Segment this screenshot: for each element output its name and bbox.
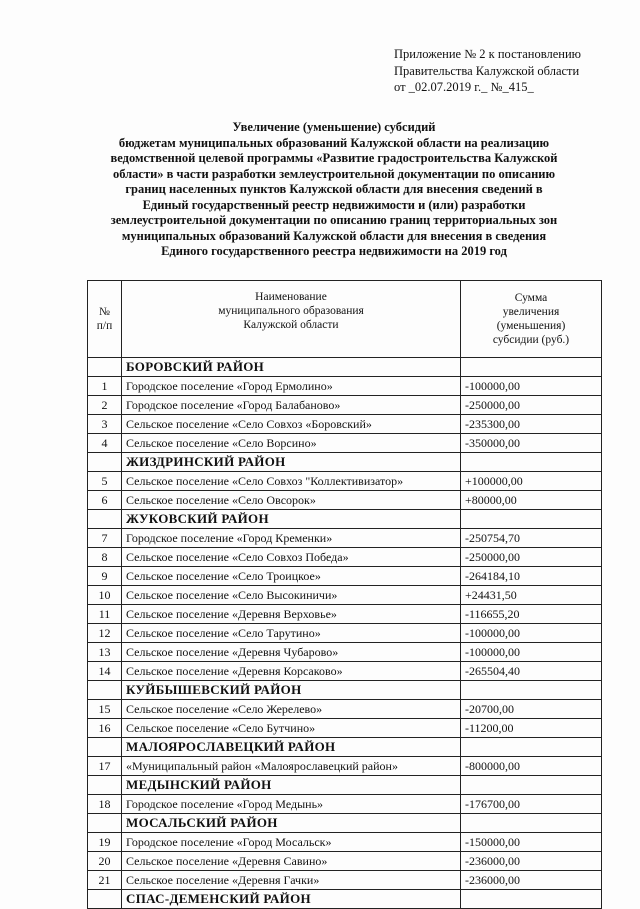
subsidy-amount: +80000,00	[461, 491, 602, 510]
municipality-name: Городское поселение «Город Кременки»	[122, 529, 461, 548]
table-row	[88, 529, 602, 548]
header-name-line-1: Наименование	[255, 291, 327, 303]
row-number: 21	[88, 871, 122, 890]
table-row	[88, 795, 602, 814]
municipality-name: Сельское поселение «Село Совхоз "Коллективизатор»	[122, 472, 461, 491]
district-sum-cell	[461, 814, 602, 833]
row-number: 10	[88, 586, 122, 605]
subsidy-amount: -100000,00	[461, 377, 602, 396]
row-number: 3	[88, 415, 122, 434]
table-row	[88, 548, 602, 567]
district-sum-cell	[461, 890, 602, 909]
subsidy-amount: -100000,00	[461, 643, 602, 662]
district-sum-cell	[461, 453, 602, 472]
district-name: СПАС-ДЕМЕНСКИЙ РАЙОН	[122, 890, 461, 909]
table-row	[88, 871, 602, 890]
subsidy-amount: -176700,00	[461, 795, 602, 814]
row-number: 2	[88, 396, 122, 415]
district-row	[88, 510, 602, 529]
district-row	[88, 890, 602, 909]
subsidy-amount: -800000,00	[461, 757, 602, 776]
header-name-line-3: Калужской области	[243, 319, 339, 331]
title-line-5: границ населенных пунктов Калужской области для внесения сведений в	[125, 182, 543, 196]
municipality-name: Сельское поселение «Деревня Савино»	[122, 852, 461, 871]
row-number: 13	[88, 643, 122, 662]
district-number-cell	[88, 890, 122, 909]
subsidy-amount: -235300,00	[461, 415, 602, 434]
subsidy-amount: -236000,00	[461, 852, 602, 871]
document-title	[78, 120, 590, 260]
table-row	[88, 605, 602, 624]
table-row	[88, 377, 602, 396]
district-number-cell	[88, 510, 122, 529]
table-row	[88, 833, 602, 852]
appendix-line-3: от _02.07.2019 г._ №_415_	[394, 80, 534, 94]
row-number: 18	[88, 795, 122, 814]
district-name: МОСАЛЬСКИЙ РАЙОН	[122, 814, 461, 833]
district-row	[88, 453, 602, 472]
municipality-name: Городское поселение «Город Ермолино»	[122, 377, 461, 396]
title-line-3: ведомственной целевой программы «Развитие градостроительства Калужской	[110, 151, 558, 165]
municipality-name: «Муниципальный район «Малоярославецкий район»	[122, 757, 461, 776]
row-number: 1	[88, 377, 122, 396]
municipality-name: Сельское поселение «Деревня Корсаково»	[122, 662, 461, 681]
row-number: 7	[88, 529, 122, 548]
row-number: 9	[88, 567, 122, 586]
table-row	[88, 396, 602, 415]
row-number: 20	[88, 852, 122, 871]
municipality-name: Городское поселение «Город Медынь»	[122, 795, 461, 814]
district-number-cell	[88, 738, 122, 757]
row-number: 11	[88, 605, 122, 624]
row-number: 15	[88, 700, 122, 719]
district-sum-cell	[461, 776, 602, 795]
table-row	[88, 415, 602, 434]
subsidy-amount: -265504,40	[461, 662, 602, 681]
municipality-name: Сельское поселение «Деревня Верховье»	[122, 605, 461, 624]
district-name: МЕДЫНСКИЙ РАЙОН	[122, 776, 461, 795]
row-number: 4	[88, 434, 122, 453]
subsidy-amount: +100000,00	[461, 472, 602, 491]
municipality-name: Сельское поселение «Село Высокиничи»	[122, 586, 461, 605]
district-row	[88, 776, 602, 795]
subsidy-amount: -20700,00	[461, 700, 602, 719]
district-number-cell	[88, 776, 122, 795]
district-name: МАЛОЯРОСЛАВЕЦКИЙ РАЙОН	[122, 738, 461, 757]
header-number-line-2: п/п	[96, 320, 113, 332]
title-line-2: бюджетам муниципальных образований Калужской области на реализацию	[118, 135, 550, 150]
district-row	[88, 358, 602, 377]
district-sum-cell	[461, 738, 602, 757]
municipality-name: Сельское поселение «Деревня Чубарово»	[122, 643, 461, 662]
municipality-name: Сельское поселение «Село Жерелево»	[122, 700, 461, 719]
subsidy-amount: -264184,10	[461, 567, 602, 586]
municipality-name: Сельское поселение «Село Совхоз Победа»	[122, 548, 461, 567]
header-sum-line-1: Сумма	[514, 292, 548, 304]
row-number: 19	[88, 833, 122, 852]
district-number-cell	[88, 814, 122, 833]
table-row	[88, 624, 602, 643]
title-line-9: Единого государственного реестра недвижимости на 2019 год	[161, 244, 507, 258]
subsidy-amount: -250754,70	[461, 529, 602, 548]
table-row	[88, 567, 602, 586]
table-row	[88, 586, 602, 605]
subsidy-table	[87, 280, 602, 909]
municipality-name: Городское поселение «Город Мосальск»	[122, 833, 461, 852]
header-sum-line-3: (уменьшения)	[496, 320, 566, 332]
subsidy-amount: -116655,20	[461, 605, 602, 624]
row-number: 17	[88, 757, 122, 776]
header-name	[122, 281, 461, 358]
row-number: 6	[88, 491, 122, 510]
table-header-row	[88, 281, 602, 358]
header-number	[88, 281, 122, 358]
district-sum-cell	[461, 358, 602, 377]
district-row	[88, 814, 602, 833]
appendix-header	[394, 46, 630, 96]
municipality-name: Сельское поселение «Село Совхоз «Боровский»	[122, 415, 461, 434]
district-sum-cell	[461, 510, 602, 529]
subsidy-amount: -350000,00	[461, 434, 602, 453]
title-line-4: области» в части разработки землеустроительной документации по описанию	[112, 166, 556, 181]
district-row	[88, 738, 602, 757]
title-line-1: Увеличение (уменьшение) субсидий	[232, 120, 436, 134]
municipality-name: Сельское поселение «Село Троицкое»	[122, 567, 461, 586]
district-number-cell	[88, 681, 122, 700]
municipality-name: Сельское поселение «Село Овсорок»	[122, 491, 461, 510]
district-sum-cell	[461, 681, 602, 700]
subsidy-amount: -150000,00	[461, 833, 602, 852]
table-body	[88, 358, 602, 909]
table-row	[88, 700, 602, 719]
subsidy-amount: -100000,00	[461, 624, 602, 643]
district-row	[88, 681, 602, 700]
subsidy-amount: +24431,50	[461, 586, 602, 605]
district-name: БОРОВСКИЙ РАЙОН	[122, 358, 461, 377]
title-line-8: муниципальных образований Калужской области для внесения в сведения	[121, 228, 547, 243]
district-name: ЖИЗДРИНСКИЙ РАЙОН	[122, 453, 461, 472]
header-name-line-2: муниципального образования	[218, 305, 364, 317]
row-number: 8	[88, 548, 122, 567]
header-sum-line-2: увеличения	[502, 306, 560, 318]
subsidy-amount: -250000,00	[461, 396, 602, 415]
district-number-cell	[88, 358, 122, 377]
municipality-name: Сельское поселение «Село Тарутино»	[122, 624, 461, 643]
district-number-cell	[88, 453, 122, 472]
municipality-name: Сельское поселение «Деревня Гачки»	[122, 871, 461, 890]
district-name: ЖУКОВСКИЙ РАЙОН	[122, 510, 461, 529]
title-line-7: землеустроительной документации по описанию границ территориальных зон	[110, 213, 558, 227]
appendix-line-1: Приложение № 2 к постановлению	[394, 47, 581, 61]
title-line-6: Единый государственный реестр недвижимости и (или) разработки	[142, 197, 526, 212]
subsidy-amount: -250000,00	[461, 548, 602, 567]
table-row	[88, 643, 602, 662]
table-row	[88, 719, 602, 738]
appendix-line-2: Правительства Калужской области	[394, 63, 580, 78]
table-row	[88, 491, 602, 510]
municipality-name: Сельское поселение «Село Ворсино»	[122, 434, 461, 453]
header-sum-line-4: субсидии (руб.)	[492, 334, 570, 346]
district-name: КУЙБЫШЕВСКИЙ РАЙОН	[122, 681, 461, 700]
table-row	[88, 472, 602, 491]
header-number-line-1: №	[99, 306, 110, 318]
row-number: 5	[88, 472, 122, 491]
table-row	[88, 852, 602, 871]
table-row	[88, 662, 602, 681]
table-row	[88, 757, 602, 776]
header-sum	[461, 281, 602, 358]
row-number: 14	[88, 662, 122, 681]
subsidy-amount: -11200,00	[461, 719, 602, 738]
municipality-name: Сельское поселение «Село Бутчино»	[122, 719, 461, 738]
table-row	[88, 434, 602, 453]
row-number: 12	[88, 624, 122, 643]
subsidy-amount: -236000,00	[461, 871, 602, 890]
row-number: 16	[88, 719, 122, 738]
municipality-name: Городское поселение «Город Балабаново»	[122, 396, 461, 415]
